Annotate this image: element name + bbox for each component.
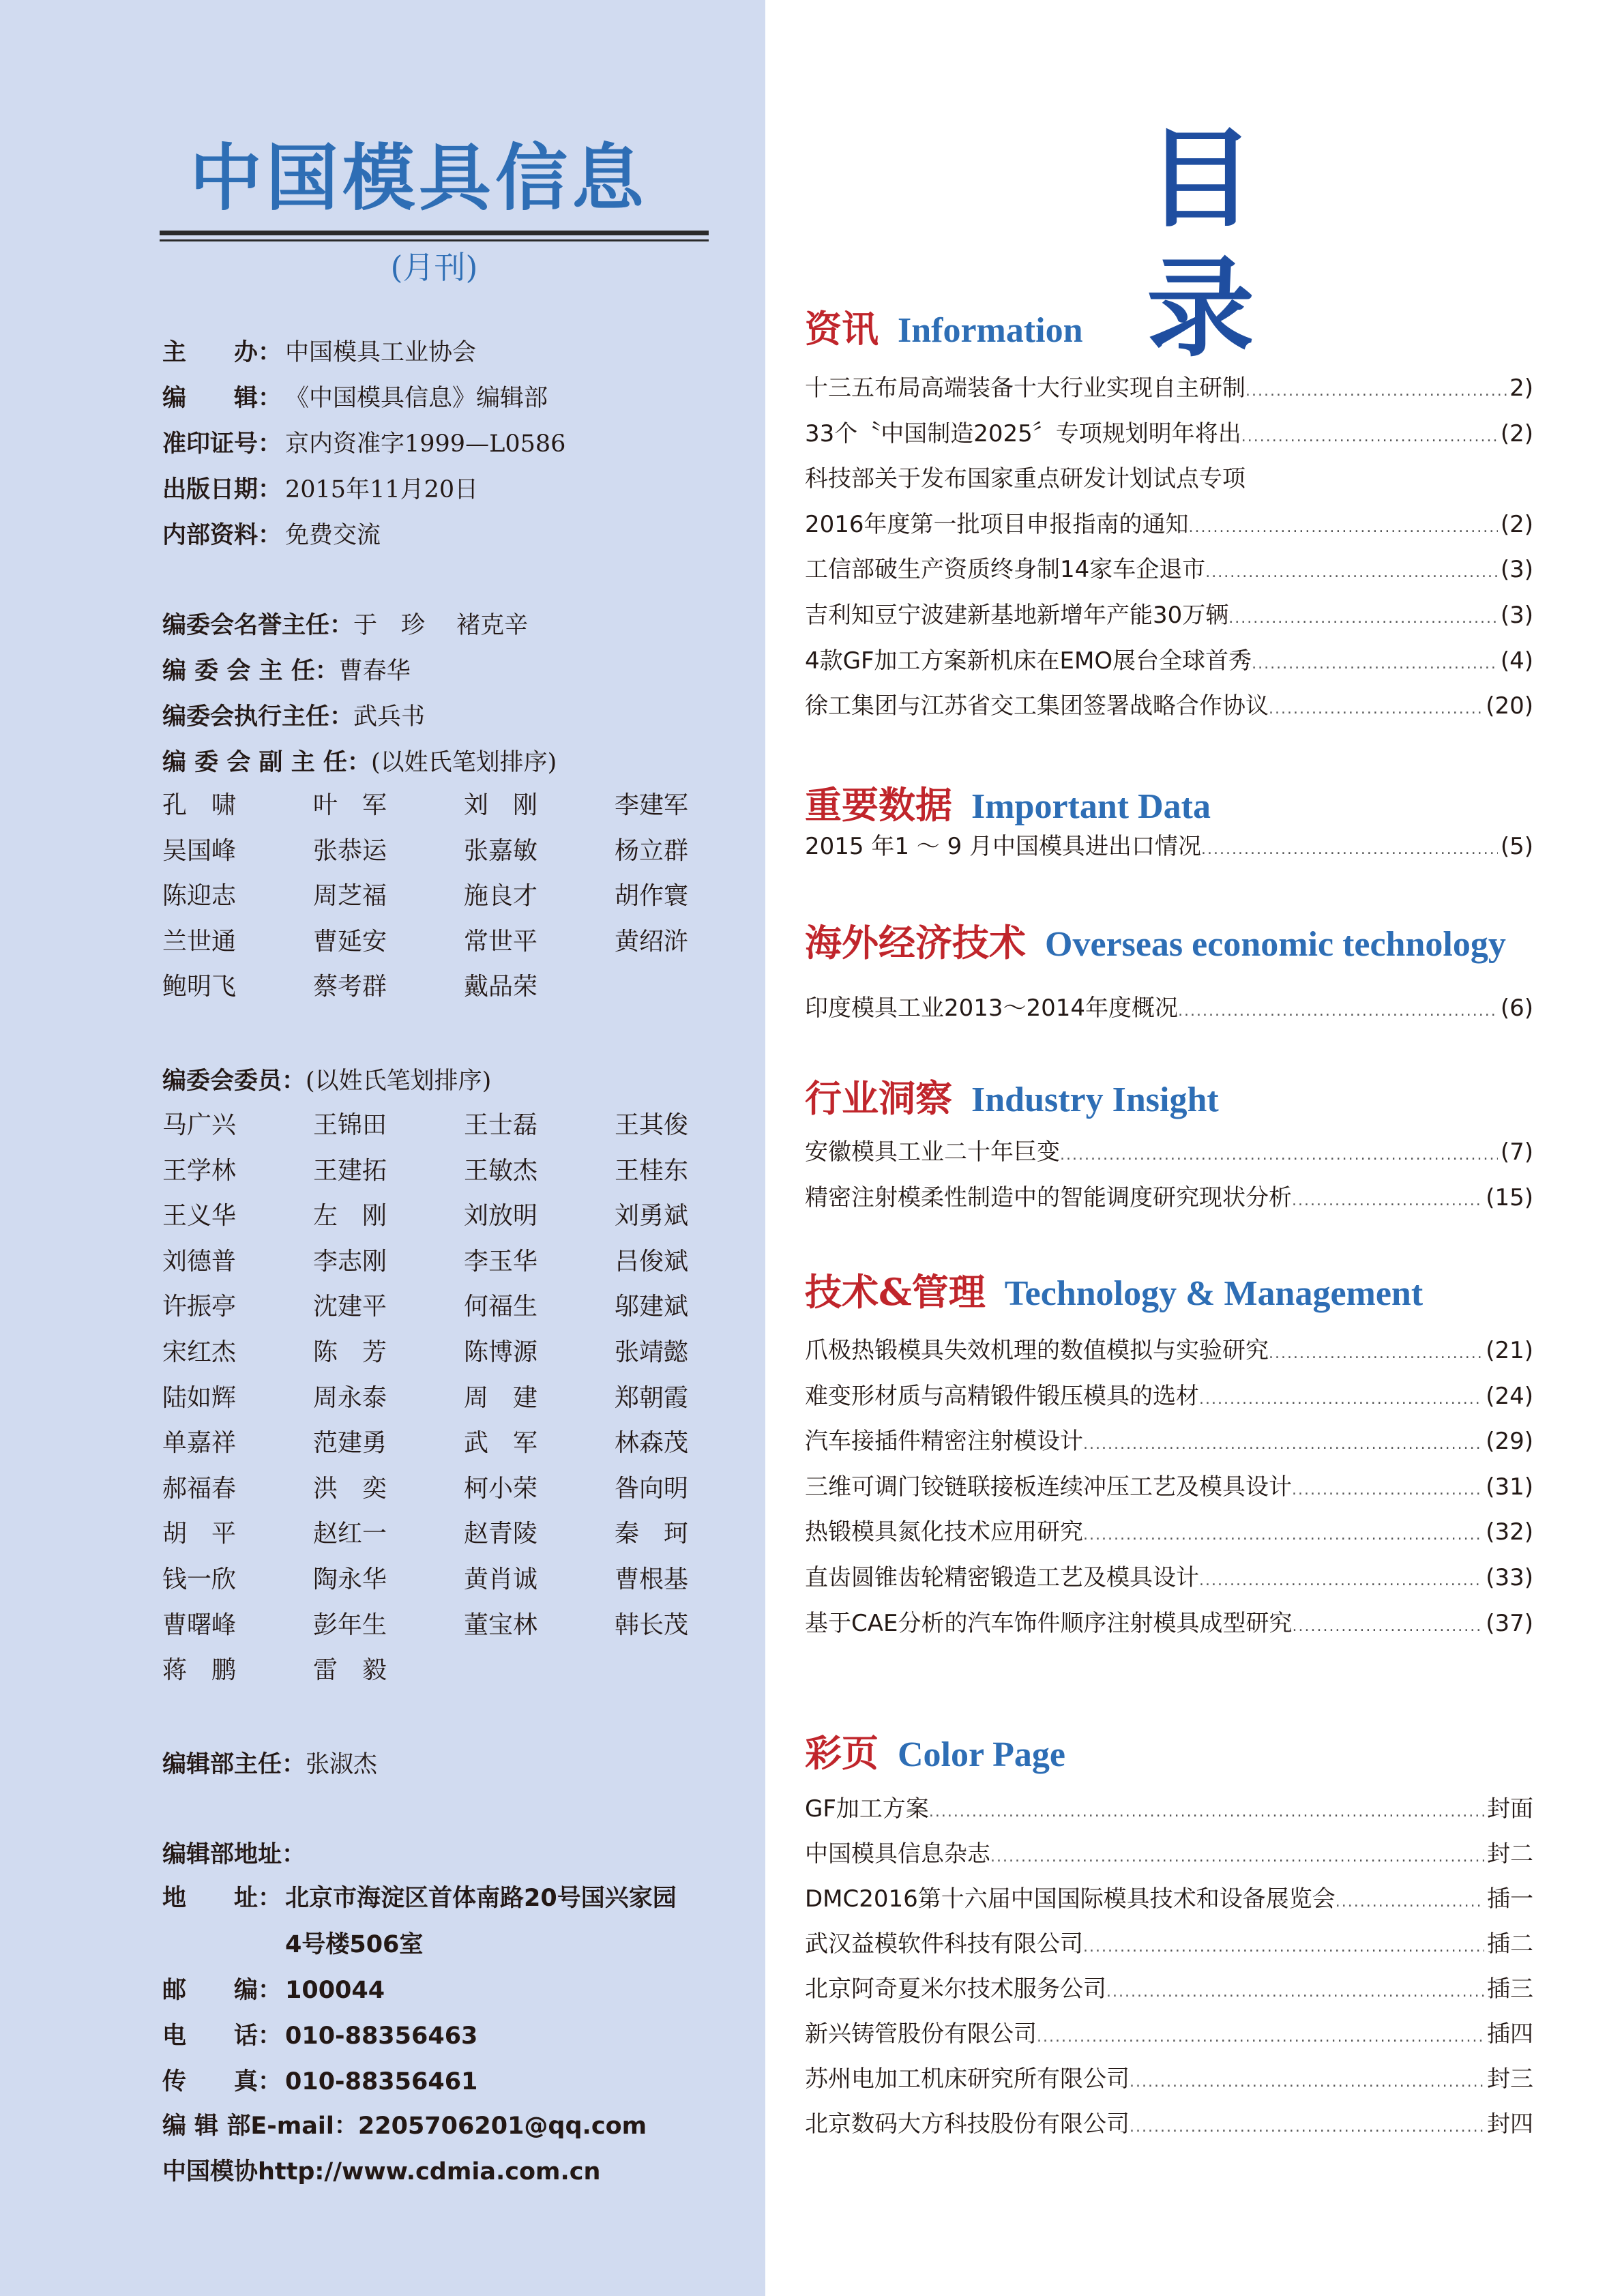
executive-label: 编委会执行主任： [162, 703, 354, 731]
toc-section-heading [805, 776, 1211, 829]
committee-member-name: 范建勇 [313, 1429, 387, 1458]
toc-entry-title: 中国模具信息杂志 [805, 1840, 990, 1868]
committee-member-name: 刘德普 [162, 1247, 237, 1276]
email-line: 编 辑 部E-mail：2205706201@qq.com [162, 2113, 647, 2140]
fax-value: 010-88356461 [285, 2068, 478, 2095]
fax-row [162, 2065, 477, 2099]
postcode-label: 邮 编： [162, 1977, 282, 2004]
toc-entry-page: (2) [1500, 510, 1533, 538]
toc-entry[interactable] [805, 1972, 1533, 2010]
committee-member-name: 王其俊 [615, 1111, 689, 1139]
fax-label: 传 真： [162, 2068, 282, 2095]
committee-member-name: 洪 奕 [313, 1474, 387, 1503]
director-value: 曹春华 [338, 658, 411, 685]
toc-entry-title: 苏州电加工机床研究所有限公司 [805, 2065, 1130, 2093]
committee-member-name: 何福生 [464, 1293, 538, 1321]
committee-member-name: 施良才 [464, 882, 538, 911]
toc-title: 目 录 [1147, 116, 1417, 372]
toc-entry-title: 新兴铸管股份有限公司 [805, 2020, 1037, 2048]
committee-member-name: 郑朝霞 [615, 1383, 689, 1412]
committee-member-name: 赵青陵 [464, 1520, 538, 1548]
committee-member-name: 叶 军 [313, 791, 387, 819]
committee-member-name: 李志刚 [313, 1247, 387, 1276]
toc-section-zh: 海外经济技术 [805, 921, 1026, 965]
committee-member-name: 常世平 [464, 927, 538, 956]
toc-section-heading [805, 1724, 1065, 1777]
info-label: 编 辑： [162, 385, 282, 412]
toc-leader-dots [1269, 1337, 1483, 1371]
toc-entry-title: 汽车接插件精密注射模设计 [805, 1428, 1083, 1456]
toc-leader-dots [1106, 1975, 1484, 2010]
toc-entry[interactable] [805, 1181, 1533, 1218]
toc-entry-title: 4款GF加工方案新机床在EMO展台全球首秀 [805, 647, 1252, 675]
committee-director [162, 654, 411, 688]
toc-entry[interactable] [805, 2017, 1533, 2055]
toc-leader-dots [1130, 2110, 1484, 2145]
committee-member-name: 曹曙峰 [162, 1610, 237, 1639]
committee-member-name: 柯小荣 [464, 1474, 538, 1503]
website-line: 中国模协http://www.cdmia.com.cn [162, 2158, 601, 2185]
toc-entry-title: 北京阿奇夏米尔技术服务公司 [805, 1975, 1106, 2003]
toc-entry-page: (5) [1500, 833, 1533, 860]
honorary-label: 编委会名誉主任： [162, 612, 354, 639]
toc-leader-dots [1252, 647, 1498, 681]
committee-member-name: 蒋 鹏 [162, 1656, 237, 1685]
info-label: 出版日期： [162, 476, 282, 503]
toc-leader-dots [1292, 1473, 1483, 1507]
info-editor [162, 381, 548, 415]
toc-leader-dots [1130, 2065, 1484, 2100]
toc-entry-page: (15) [1486, 1183, 1533, 1211]
toc-leader-dots [1083, 1930, 1484, 1964]
toc-leader-dots [1241, 420, 1498, 454]
committee-member-name: 昝向明 [615, 1474, 689, 1503]
toc-entry-page: (24) [1486, 1382, 1533, 1410]
toc-entry[interactable] [805, 371, 1533, 409]
magazine-title: 中国模具信息 [190, 136, 648, 220]
committee-member-name: 孔 啸 [162, 791, 237, 819]
committee-member-name: 兰世通 [162, 927, 237, 956]
address-label: 地 址： [162, 1885, 282, 1912]
committee-member-name: 黄肖诚 [464, 1565, 538, 1593]
committee-member-name: 陶永华 [313, 1565, 387, 1593]
toc-leader-dots [1336, 1885, 1484, 1919]
committee-member-name: 蔡考群 [313, 973, 387, 1001]
toc-leader-dots [1083, 1518, 1483, 1552]
committee-member-name: 胡作寰 [615, 882, 689, 911]
committee-member-name: 王锦田 [313, 1111, 387, 1139]
toc-leader-dots [1189, 511, 1498, 545]
toc-leader-dots [1228, 602, 1498, 636]
members-label: 编委会委员： [162, 1068, 306, 1095]
toc-entry-page: 插三 [1487, 1975, 1533, 2003]
toc-entry-title: 2016年度第一批项目申报指南的通知 [805, 510, 1189, 538]
toc-entry[interactable] [805, 991, 1533, 1029]
toc-entry-page: 封四 [1487, 2110, 1533, 2138]
members-heading [162, 1064, 491, 1098]
committee-member-name: 鲍明飞 [162, 973, 237, 1001]
toc-leader-dots [990, 1840, 1484, 1874]
toc-entry-title: 2015 年1 ～ 9 月中国模具进出口情况 [805, 833, 1202, 860]
toc-entry-title: DMC2016第十六届中国国际模具技术和设备展览会 [805, 1885, 1336, 1913]
editor-value: 张淑杰 [306, 1751, 378, 1778]
toc-entry-title: 武汉益模软件科技有限公司 [805, 1930, 1083, 1958]
toc-entry-page: (31) [1486, 1473, 1533, 1501]
address-line2: 4号楼506室 [285, 1931, 424, 1958]
info-value: 中国模具工业协会 [285, 339, 477, 366]
toc-entry-title: 徐工集团与江苏省交工集团签署战略合作协议 [805, 692, 1269, 720]
committee-member-name: 马广兴 [162, 1111, 237, 1139]
phone-value: 010-88356463 [285, 2022, 478, 2050]
toc-entry[interactable] [805, 1606, 1533, 1644]
toc-entry-title: 工信部破生产资质终身制14家车企退市 [805, 556, 1206, 584]
toc-entry[interactable] [805, 644, 1533, 681]
toc-section-zh: 彩页 [805, 1731, 879, 1775]
toc-leader-dots [1083, 1428, 1483, 1462]
committee-member-name: 王建拓 [313, 1156, 387, 1185]
info-value: 《中国模具信息》编辑部 [285, 385, 548, 412]
toc-entry[interactable] [805, 2062, 1533, 2100]
toc-entry[interactable] [805, 1882, 1533, 1919]
committee-member-name: 林森茂 [615, 1429, 689, 1458]
committee-member-name: 郝福春 [162, 1474, 237, 1503]
toc-leader-dots [1199, 1383, 1483, 1417]
toc-leader-dots [1245, 374, 1507, 409]
committee-member-name: 刘放明 [464, 1202, 538, 1231]
committee-member-name: 李玉华 [464, 1247, 538, 1276]
info-label: 内部资料： [162, 522, 282, 549]
toc-entry-title: 直齿圆锥齿轮精密锻造工艺及模具设计 [805, 1564, 1199, 1591]
toc-entry-title: 基于CAE分析的汽车饰件顺序注射模具成型研究 [805, 1609, 1293, 1637]
toc-entry-page: (3) [1500, 556, 1533, 584]
honorary-value: 于 珍 褚克辛 [353, 612, 529, 639]
committee-member-name: 黄绍浒 [615, 927, 689, 956]
toc-entry-page: (2) [1500, 420, 1533, 447]
toc-leader-dots [1292, 1184, 1483, 1218]
committee-member-name: 曹延安 [313, 927, 387, 956]
toc-leader-dots [929, 1795, 1484, 1829]
toc-entry-title: 33个〝中国制造2025〞专项规划明年将出 [805, 420, 1241, 447]
phone-row [162, 2019, 477, 2053]
toc-entry-page: 插一 [1487, 1885, 1533, 1913]
committee-member-name: 王学林 [162, 1156, 237, 1185]
committee-member-name: 陈博源 [464, 1338, 538, 1366]
toc-entry-page: (21) [1486, 1337, 1533, 1364]
committee-member-name: 李建军 [615, 791, 689, 819]
committee-member-name: 王义华 [162, 1202, 237, 1231]
toc-entry[interactable] [805, 462, 1533, 496]
committee-member-name: 张靖懿 [615, 1338, 689, 1366]
committee-member-name: 胡 平 [162, 1520, 237, 1548]
toc-entry-page: 封三 [1487, 2065, 1533, 2093]
toc-entry-page: 插四 [1487, 2020, 1533, 2048]
info-permit [162, 427, 565, 461]
toc-entry-title: 十三五布局高端装备十大行业实现自主研制 [805, 374, 1245, 402]
toc-entry[interactable] [805, 1837, 1533, 1874]
committee-member-name: 王士磊 [464, 1111, 538, 1139]
toc-entry-title: 吉利知豆宁波建新基地新增年产能30万辆 [805, 602, 1229, 629]
toc-section-en: Important Data [971, 787, 1211, 826]
toc-entry-page: (29) [1486, 1428, 1533, 1456]
editor-label: 编辑部主任： [162, 1751, 306, 1778]
toc-entry[interactable] [805, 689, 1533, 726]
toc-section-heading [805, 1263, 1423, 1316]
toc-entry[interactable] [805, 1470, 1533, 1507]
toc-entry-title: 精密注射模柔性制造中的智能调度研究现状分析 [805, 1183, 1292, 1211]
toc-section-zh: 技术&管理 [805, 1270, 986, 1314]
magazine-subtitle: (月刊) [390, 249, 478, 286]
info-internal [162, 518, 381, 553]
info-value: 京内资准字1999—L0586 [285, 430, 566, 458]
toc-section-zh: 重要数据 [805, 783, 952, 827]
committee-member-name: 秦 珂 [615, 1520, 689, 1548]
toc-section-en: Technology & Management [1004, 1274, 1424, 1313]
committee-member-name: 董宝林 [464, 1610, 538, 1639]
address-row [162, 1881, 677, 1915]
committee-member-name: 彭年生 [313, 1610, 387, 1639]
address-heading: 编辑部地址： [162, 1841, 306, 1868]
toc-entry-page: 2) [1509, 374, 1533, 402]
toc-entry-page: (7) [1500, 1138, 1533, 1166]
postcode-row [162, 1973, 385, 2007]
committee-member-name: 周芝福 [313, 882, 387, 911]
toc-leader-dots [1269, 692, 1483, 726]
info-label: 主 办： [162, 339, 282, 366]
committee-member-name: 刘 刚 [464, 791, 538, 819]
editorial-director [162, 1748, 377, 1782]
committee-member-name: 刘勇斌 [615, 1202, 689, 1231]
committee-member-name: 雷 毅 [313, 1656, 387, 1685]
toc-entry[interactable] [805, 1334, 1533, 1371]
toc-entry[interactable] [805, 1379, 1533, 1417]
committee-member-name: 张恭运 [313, 836, 387, 865]
toc-leader-dots [1292, 1610, 1483, 1644]
toc-entry-title: 三维可调门铰链联接板连续冲压工艺及模具设计 [805, 1473, 1292, 1501]
deputy-directors-heading [162, 746, 557, 780]
toc-section-en: Color Page [898, 1735, 1065, 1774]
toc-entry-page: (4) [1500, 647, 1533, 675]
toc-section-en: Overseas economic technology [1045, 925, 1506, 964]
toc-entry[interactable] [805, 417, 1533, 454]
committee-member-name: 陈迎志 [162, 882, 237, 911]
toc-entry-page: 封二 [1487, 1840, 1533, 1868]
info-value: 2015年11月20日 [285, 476, 479, 503]
toc-entry-page: 封面 [1487, 1795, 1533, 1823]
toc-entry[interactable] [805, 507, 1533, 545]
toc-entry-title: 难变形材质与高精锻件锻压模具的选材 [805, 1382, 1199, 1410]
committee-member-name: 陈 芳 [313, 1338, 387, 1366]
toc-entry-title: GF加工方案 [805, 1795, 929, 1823]
left-panel [0, 0, 765, 2296]
postcode-value: 100044 [285, 1977, 385, 2004]
toc-section-heading [805, 1070, 1219, 1122]
committee-member-name: 单嘉祥 [162, 1429, 237, 1458]
toc-leader-dots [1178, 995, 1498, 1029]
title-rule-thin [160, 239, 709, 241]
toc-entry-page: (3) [1500, 602, 1533, 629]
executive-value: 武兵书 [353, 703, 426, 731]
committee-member-name: 吕俊斌 [615, 1247, 689, 1276]
committee-member-name: 王敏杰 [464, 1156, 538, 1185]
committee-member-name: 左 刚 [313, 1202, 387, 1231]
info-label: 准印证号： [162, 430, 282, 458]
toc-entry[interactable] [805, 598, 1533, 636]
committee-member-name: 曹根基 [615, 1565, 689, 1593]
toc-entry-page: 插二 [1487, 1930, 1533, 1958]
info-sponsor [162, 336, 476, 370]
title-rule-thick [160, 231, 709, 235]
members-note: (以姓氏笔划排序) [306, 1068, 492, 1095]
toc-leader-dots [1205, 556, 1498, 590]
toc-entry-title: 安徽模具工业二十年巨变 [805, 1138, 1060, 1166]
committee-member-name: 王桂东 [615, 1156, 689, 1185]
toc-entry-page: (37) [1486, 1609, 1533, 1637]
committee-member-name: 韩长茂 [615, 1610, 689, 1639]
director-label: 编 委 会 主 任： [162, 658, 339, 685]
committee-member-name: 武 军 [464, 1429, 538, 1458]
info-date [162, 473, 478, 507]
committee-member-name: 周永泰 [313, 1383, 387, 1412]
toc-entry-title: 热锻模具氮化技术应用研究 [805, 1518, 1083, 1546]
committee-member-name: 沈建平 [313, 1293, 387, 1321]
committee-member-name: 钱一欣 [162, 1565, 237, 1593]
toc-entry[interactable] [805, 1515, 1533, 1552]
committee-member-name: 邬建斌 [615, 1293, 689, 1321]
toc-entry-title: 印度模具工业2013～2014年度概况 [805, 995, 1179, 1022]
toc-entry-title: 科技部关于发布国家重点研发计划试点专项 [805, 465, 1245, 493]
toc-section-heading [805, 300, 1083, 353]
address-row-2 [162, 1928, 423, 1962]
deputy-note: (以姓氏笔划排序) [370, 749, 557, 776]
committee-member-name: 宋红杰 [162, 1338, 237, 1366]
deputy-names [162, 783, 763, 1010]
toc-entry[interactable] [805, 553, 1533, 590]
toc-entry-page: (6) [1500, 995, 1533, 1022]
toc-entry[interactable] [805, 829, 1533, 867]
toc-entry-title: 爪极热锻模具失效机理的数值模拟与实验研究 [805, 1337, 1269, 1364]
toc-entry-page: (32) [1486, 1518, 1533, 1546]
toc-entry[interactable] [805, 1927, 1533, 1964]
phone-label: 电 话： [162, 2022, 282, 2050]
toc-section-zh: 资讯 [805, 307, 879, 351]
address-line1: 北京市海淀区首体南路20号国兴家园 [285, 1885, 677, 1912]
toc-leader-dots [1060, 1138, 1498, 1173]
committee-member-name: 杨立群 [615, 836, 689, 865]
toc-section-en: Industry Insight [971, 1080, 1219, 1119]
committee-member-name: 吴国峰 [162, 836, 237, 865]
toc-entry-page: (20) [1486, 692, 1533, 720]
toc-entry[interactable] [805, 2107, 1533, 2145]
toc-section-zh: 行业洞察 [805, 1076, 952, 1120]
toc-leader-dots [1201, 833, 1498, 867]
committee-member-name: 戴品荣 [464, 973, 538, 1001]
toc-entry[interactable] [805, 1424, 1533, 1462]
toc-entry-page: (33) [1486, 1564, 1533, 1591]
deputy-label: 编 委 会 副 主 任： [162, 749, 371, 776]
toc-entry[interactable] [805, 1561, 1533, 1598]
info-value: 免费交流 [285, 522, 381, 549]
committee-member-name: 陆如辉 [162, 1383, 237, 1412]
executive-director [162, 700, 425, 734]
committee-member-name: 许振亭 [162, 1293, 237, 1321]
toc-leader-dots [1037, 2020, 1484, 2055]
honorary-director [162, 608, 528, 643]
toc-entry[interactable] [805, 1792, 1533, 1829]
toc-section-heading [805, 914, 1506, 967]
toc-entry[interactable] [805, 1135, 1533, 1173]
toc-section-en: Information [898, 311, 1083, 350]
committee-member-name: 张嘉敏 [464, 836, 538, 865]
committee-member-name: 赵红一 [313, 1520, 387, 1548]
toc-leader-dots [1199, 1564, 1483, 1598]
toc-entry-title: 北京数码大方科技股份有限公司 [805, 2110, 1130, 2138]
member-names [162, 1103, 763, 1694]
committee-member-name: 周 建 [464, 1383, 538, 1412]
